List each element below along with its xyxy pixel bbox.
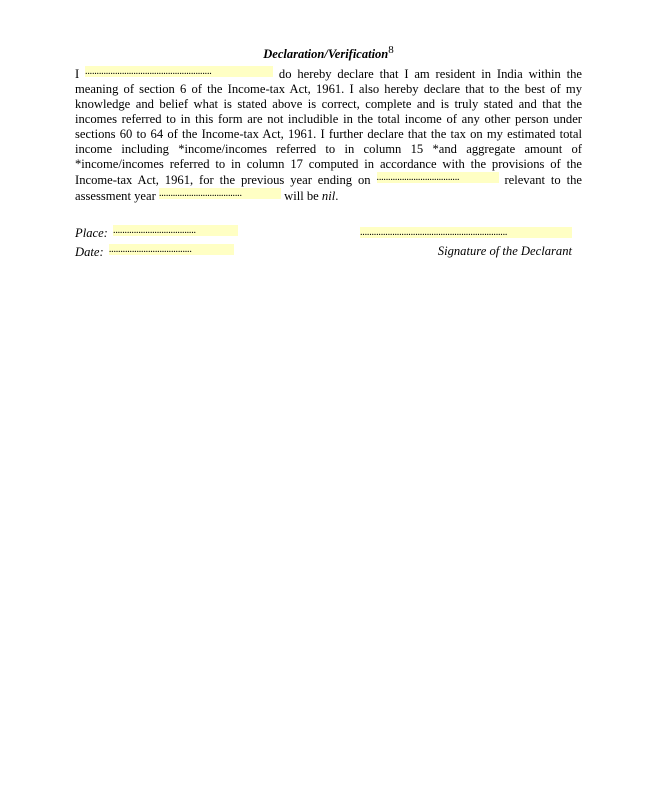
title-superscript: 8 bbox=[388, 44, 394, 56]
date-row bbox=[75, 244, 234, 260]
para-part-4: will be bbox=[284, 189, 319, 203]
para-part-1: I bbox=[75, 67, 80, 81]
date-field[interactable]: .................................... bbox=[109, 244, 234, 255]
signature-line bbox=[360, 226, 572, 244]
declaration-paragraph bbox=[75, 66, 582, 204]
date-label: Date: bbox=[75, 245, 104, 259]
place-field[interactable]: .................................... bbox=[113, 225, 238, 236]
para-part-2: do hereby declare that I am resident in India within the meaning of section 6 of the Income-tax Act, 1961. I also hereby declare that to the best of my knowledge and belief what is stated above is correct, complete and is truly stated and that the incomes referred to in this form are not includible in the total income of any other person under sections 60 to 64 of the Income-tax Act, 1961. I further declare that the tax on my estimated total income including *income/incomes referred to in column 15 *and aggregate amount of *income/incomes referred to in column 17 computed in accordance with the provisions of the Income-tax Act, 1961, for the previous year ending on bbox=[75, 67, 583, 187]
place-label: Place: bbox=[75, 226, 108, 240]
title-text: Declaration/Verification bbox=[263, 47, 389, 61]
para-end: . bbox=[335, 189, 339, 203]
assessment-year-field[interactable]: .................................... bbox=[159, 188, 281, 199]
declarant-name-field[interactable]: ....................................................... bbox=[85, 66, 273, 77]
signature-field[interactable]: ................................................................ bbox=[360, 227, 572, 238]
signature-label: Signature of the Declarant bbox=[437, 244, 572, 258]
place-row bbox=[75, 225, 238, 241]
para-part-3: relevant to the assessment year bbox=[75, 173, 582, 203]
page-title bbox=[0, 44, 657, 62]
nil-text: nil bbox=[321, 189, 336, 203]
previous-year-field[interactable]: .................................... bbox=[377, 172, 499, 183]
